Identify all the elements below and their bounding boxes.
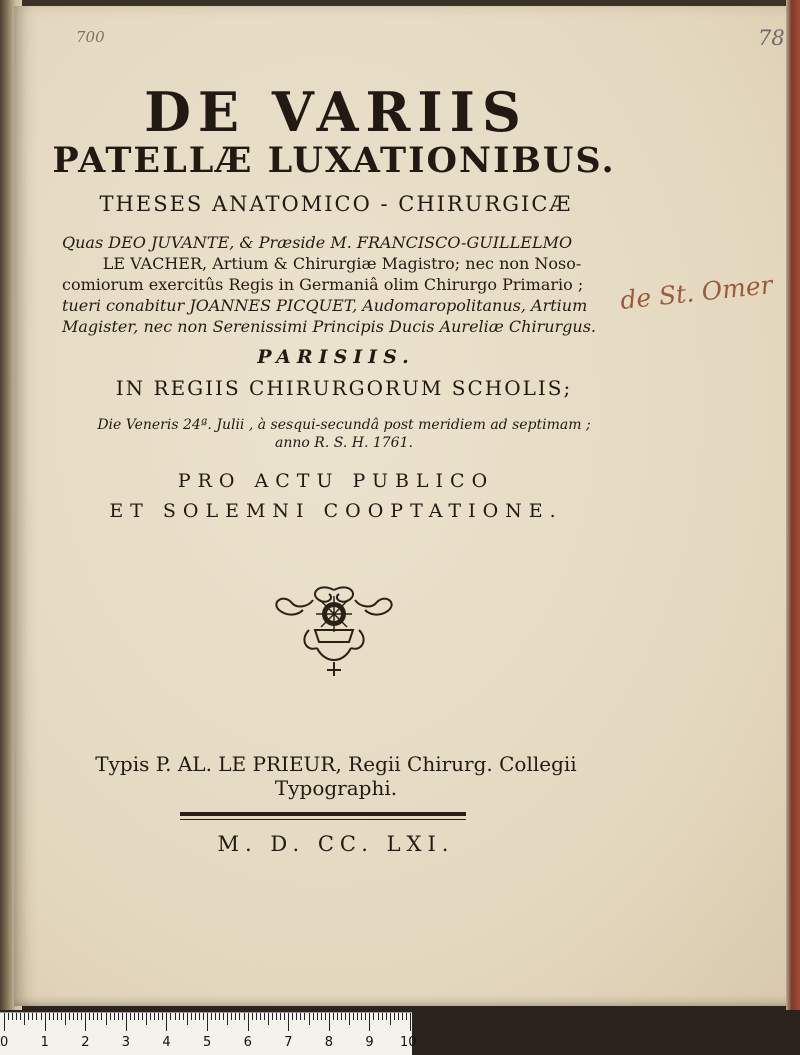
ruler-tick xyxy=(158,1013,159,1020)
ruler-tick xyxy=(325,1013,326,1020)
paragraph-line: tueri conabitur JOANNES PICQUET, Audomaropolitanus, Artium xyxy=(62,296,588,315)
ruler-tick xyxy=(227,1013,228,1025)
ruler-tick xyxy=(69,1013,70,1020)
scale-ruler xyxy=(0,1012,417,1055)
ruler-tick xyxy=(97,1013,98,1020)
ruler-tick xyxy=(296,1013,297,1020)
ruler-tick xyxy=(353,1013,354,1020)
ruler-tick xyxy=(8,1013,9,1020)
ruler-tick xyxy=(244,1013,245,1020)
ruler-tick xyxy=(41,1013,42,1020)
title-line-1: DE VARIIS xyxy=(144,80,528,144)
ruler-tick xyxy=(114,1013,115,1020)
ruler-number: 0 xyxy=(0,1035,9,1050)
ruler-tick xyxy=(93,1013,94,1020)
ruler-number: 10 xyxy=(400,1035,417,1050)
ruler-tick xyxy=(142,1013,143,1020)
ruler-tick xyxy=(211,1013,212,1020)
ruler-tick xyxy=(4,1013,5,1031)
ruler-tick xyxy=(365,1013,366,1020)
ruler-tick xyxy=(329,1013,330,1031)
ruler-tick xyxy=(77,1013,78,1020)
ruler-tick xyxy=(16,1013,17,1020)
ruler-tick xyxy=(215,1013,216,1020)
ruler-tick xyxy=(170,1013,171,1020)
ruler-tick xyxy=(12,1013,13,1020)
ruler-tick xyxy=(65,1013,66,1025)
ruler-tick xyxy=(268,1013,269,1025)
ruler-tick xyxy=(146,1013,147,1025)
ruler-tick xyxy=(345,1013,346,1020)
schools-heading: IN REGIIS CHIRURGORUM SCHOLIS; xyxy=(115,376,573,400)
ruler-tick xyxy=(235,1013,236,1020)
ruler-tick xyxy=(110,1013,111,1020)
ruler-tick xyxy=(49,1013,50,1020)
ruler-tick xyxy=(32,1013,33,1020)
date-line: anno R. S. H. 1761. xyxy=(275,435,413,451)
ruler-tick xyxy=(357,1013,358,1020)
ruler-tick xyxy=(61,1013,62,1020)
ruler-tick xyxy=(231,1013,232,1020)
ruler-tick xyxy=(207,1013,208,1031)
ruler-number: 8 xyxy=(324,1035,334,1050)
handwritten-note: de St. Omer xyxy=(618,270,774,315)
ruler-tick xyxy=(272,1013,273,1020)
publication-year: M. D. CC. LXI. xyxy=(217,832,455,856)
paragraph-line: comiorum exercitûs Regis in Germaniâ olim Chirurgo Primario ; xyxy=(62,275,584,294)
ruler-tick xyxy=(199,1013,200,1020)
ruler-tick xyxy=(118,1013,119,1020)
place-heading: PARISIIS. xyxy=(257,346,415,368)
ruler-tick xyxy=(276,1013,277,1020)
ruler-tick xyxy=(223,1013,224,1020)
actus-line: PRO ACTU PUBLICO xyxy=(177,470,495,492)
ruler-tick xyxy=(53,1013,54,1020)
ruler-tick xyxy=(175,1013,176,1020)
ruler-tick xyxy=(284,1013,285,1020)
ruler-tick xyxy=(394,1013,395,1020)
title-line-3: THESES ANATOMICO - CHIRURGICÆ xyxy=(99,192,573,216)
book-page xyxy=(14,6,794,1006)
paragraph-line: LE VACHER, Artium & Chirurgiæ Magistro; nec non Noso- xyxy=(102,254,582,273)
ruler-tick xyxy=(122,1013,123,1020)
ruler-tick xyxy=(130,1013,131,1020)
ruler-tick xyxy=(309,1013,310,1025)
pencil-page-number: 78 xyxy=(758,26,785,50)
paragraph-line: Quas DEO JUVANTE, & Præside M. FRANCISCO-GUILLELMO xyxy=(62,233,573,252)
ruler-tick xyxy=(150,1013,151,1020)
ruler-tick xyxy=(398,1013,399,1020)
ruler-tick xyxy=(179,1013,180,1020)
ruler-tick xyxy=(390,1013,391,1025)
ruler-tick xyxy=(89,1013,90,1020)
ruler-tick xyxy=(292,1013,293,1020)
ruler-tick xyxy=(382,1013,383,1020)
ruler-tick xyxy=(101,1013,102,1020)
ruler-tick xyxy=(239,1013,240,1020)
ruler-tick xyxy=(288,1013,289,1031)
ruler-number: 7 xyxy=(284,1035,293,1050)
ruler-tick xyxy=(341,1013,342,1020)
ruler-tick xyxy=(191,1013,192,1020)
ruler-tick xyxy=(20,1013,21,1020)
ruler-tick xyxy=(106,1013,107,1025)
ruler-tick xyxy=(24,1013,25,1025)
pencil-number-left: 700 xyxy=(76,28,105,46)
ruler-tick xyxy=(317,1013,318,1020)
ruler-tick xyxy=(260,1013,261,1020)
printer-imprint xyxy=(36,752,636,800)
ruler-tick xyxy=(252,1013,253,1020)
ruler-tick xyxy=(410,1013,411,1031)
date-line: Die Veneris 24ª. Julii , à sesqui-secundâ post meridiem ad septimam ; xyxy=(97,417,591,433)
ruler-number: 3 xyxy=(121,1035,131,1050)
ruler-tick xyxy=(369,1013,370,1031)
double-rule-thin xyxy=(180,819,466,820)
ruler-tick xyxy=(195,1013,196,1020)
ruler-number: 5 xyxy=(203,1035,212,1050)
ruler-tick xyxy=(134,1013,135,1020)
ruler-tick xyxy=(85,1013,86,1031)
book-edge xyxy=(786,0,800,1010)
ruler-tick xyxy=(333,1013,334,1020)
ruler-tick xyxy=(313,1013,314,1020)
ruler-tick xyxy=(280,1013,281,1020)
ruler-tick xyxy=(256,1013,257,1020)
printer-ornament xyxy=(269,580,399,680)
ruler-tick xyxy=(45,1013,46,1031)
ruler-tick xyxy=(386,1013,387,1020)
paragraph-line: Magister, nec non Serenissimi Principis Ducis Aureliæ Chirurgus. xyxy=(62,317,597,336)
imprint-line: Typis P. AL. LE PRIEUR, Regii Chirurg. Collegii xyxy=(95,752,577,776)
ruler-tick xyxy=(406,1013,407,1020)
ruler-tick xyxy=(166,1013,167,1031)
ruler-tick xyxy=(81,1013,82,1020)
ruler-tick xyxy=(304,1013,305,1020)
ruler-tick xyxy=(349,1013,350,1025)
ruler-tick xyxy=(138,1013,139,1020)
ruler-tick xyxy=(300,1013,301,1020)
ruler-tick xyxy=(154,1013,155,1020)
ruler-tick xyxy=(373,1013,374,1020)
ruler-tick xyxy=(219,1013,220,1020)
ruler-number: 2 xyxy=(81,1035,90,1050)
ruler-tick xyxy=(162,1013,163,1020)
ruler-tick xyxy=(361,1013,362,1020)
ruler-number: 4 xyxy=(162,1035,171,1050)
ruler-tick xyxy=(187,1013,188,1025)
date-block xyxy=(74,416,614,452)
double-rule-thick xyxy=(180,812,466,816)
ruler-tick xyxy=(248,1013,249,1031)
ruler-tick xyxy=(57,1013,58,1020)
ruler-tick xyxy=(203,1013,204,1020)
ruler-tick xyxy=(36,1013,37,1020)
ruler-tick xyxy=(321,1013,322,1020)
ruler-tick xyxy=(337,1013,338,1020)
actus-block xyxy=(36,466,636,526)
imprint-line: Typographi. xyxy=(274,776,398,800)
dedication-paragraph xyxy=(62,232,622,337)
ruler-tick xyxy=(402,1013,403,1020)
ruler-tick xyxy=(183,1013,184,1020)
title-line-2: PATELLÆ LUXATIONIBUS. xyxy=(52,140,616,181)
ruler-number: 9 xyxy=(365,1035,374,1050)
ruler-tick xyxy=(126,1013,127,1031)
ruler-tick xyxy=(264,1013,265,1020)
actus-line: ET SOLEMNI COOPTATIONE. xyxy=(109,500,563,522)
ruler-tick xyxy=(28,1013,29,1020)
ruler-number: 6 xyxy=(243,1035,252,1050)
ruler-tick xyxy=(378,1013,379,1020)
ruler-number: 1 xyxy=(40,1035,49,1050)
ruler-tick xyxy=(73,1013,74,1020)
